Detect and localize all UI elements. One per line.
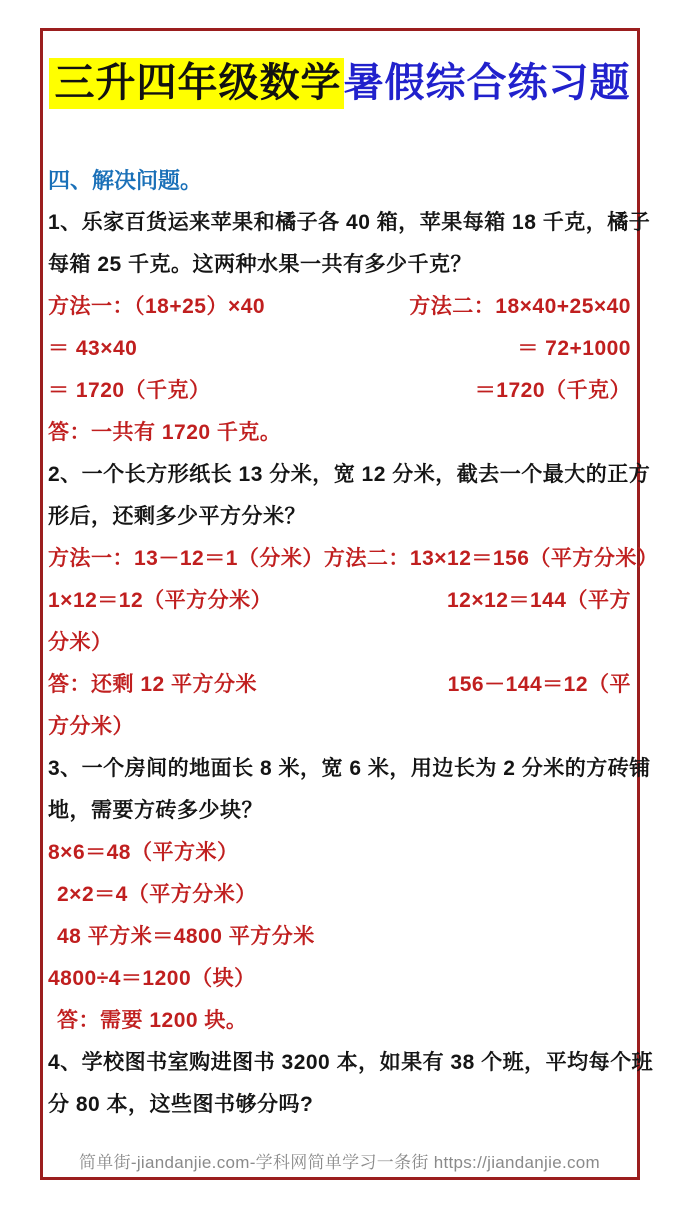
problem-2-solution-line (48, 538, 659, 580)
problem-3-solution-line: 48 平方米＝4800 平方分米 (57, 925, 315, 948)
problem-1-answer-line: 答：一共有 1720 千克。 (48, 421, 282, 444)
worksheet-border-frame (40, 28, 659, 1180)
problem-1-statement-line: 1、乐家百货运来苹果和橘子各 40 箱，苹果每箱 18 千克，橘子 (48, 211, 651, 234)
problem-3-statement-line: 3、一个房间的地面长 8 米，宽 6 米，用边长为 2 分米的方砖铺 (48, 757, 651, 780)
problem-2-statement-line: 2、一个长方形纸长 13 分米，宽 12 分米，截去一个最大的正方 (48, 463, 651, 486)
method-two: 方法二：18×40+25×40 (409, 295, 631, 318)
problem-3-statement-line: 地，需要方砖多少块？ (48, 799, 263, 822)
problem-2-solution-line: 方分米） (48, 715, 134, 738)
problem-3-solution-line: 2×2＝4（平方分米） (57, 883, 257, 906)
problem-2-statement-line: 形后，还剩多少平方分米？ (48, 505, 306, 528)
problem-3-solution-line: 8×6＝48（平方米） (48, 841, 239, 864)
title-highlighted-text: 三升四年级数学 (49, 58, 344, 109)
problem-4-statement-line: 分 80 本，这些图书够分吗? (48, 1093, 314, 1116)
method-two: 方法二：13×12＝156（平方分米） (323, 547, 659, 570)
problem-2-answer-line: 答：还剩 12 平方分米 156－144＝12（平 (48, 673, 631, 696)
problem-3-solution-line: 4800÷4＝1200（块） (48, 967, 256, 990)
section-heading: 四、解决问题。 (48, 168, 203, 193)
problem-3-answer-line: 答：需要 1200 块。 (57, 1009, 248, 1032)
method-one: 方法一：（18+25）×40 (48, 295, 266, 318)
page-title (48, 56, 631, 110)
footer-credit: 简单街-jiandanjie.com-学科网简单学习一条街 https://jiandanjie.com (78, 1153, 601, 1172)
problem-2-solution-line: 分米） (48, 631, 113, 654)
problem-1-solution-line: ＝ 1720（千克） ＝1720（千克） (48, 379, 631, 402)
problem-1-statement-line: 每箱 25 千克。这两种水果一共有多少千克？ (48, 253, 473, 276)
problem-1-solution-line: ＝ 43×40 ＝ 72+1000 (48, 337, 631, 360)
problem-1-solution-line (48, 286, 631, 328)
method-one: 方法一：13－12＝1（分米） (48, 547, 324, 570)
title-text: 暑假综合练习题 (343, 60, 631, 105)
problem-2-solution-line: 1×12＝12（平方分米） 12×12＝144（平方 (48, 589, 631, 612)
problem-4-statement-line: 4、学校图书室购进图书 3200 本，如果有 38 个班，平均每个班 (48, 1051, 654, 1074)
